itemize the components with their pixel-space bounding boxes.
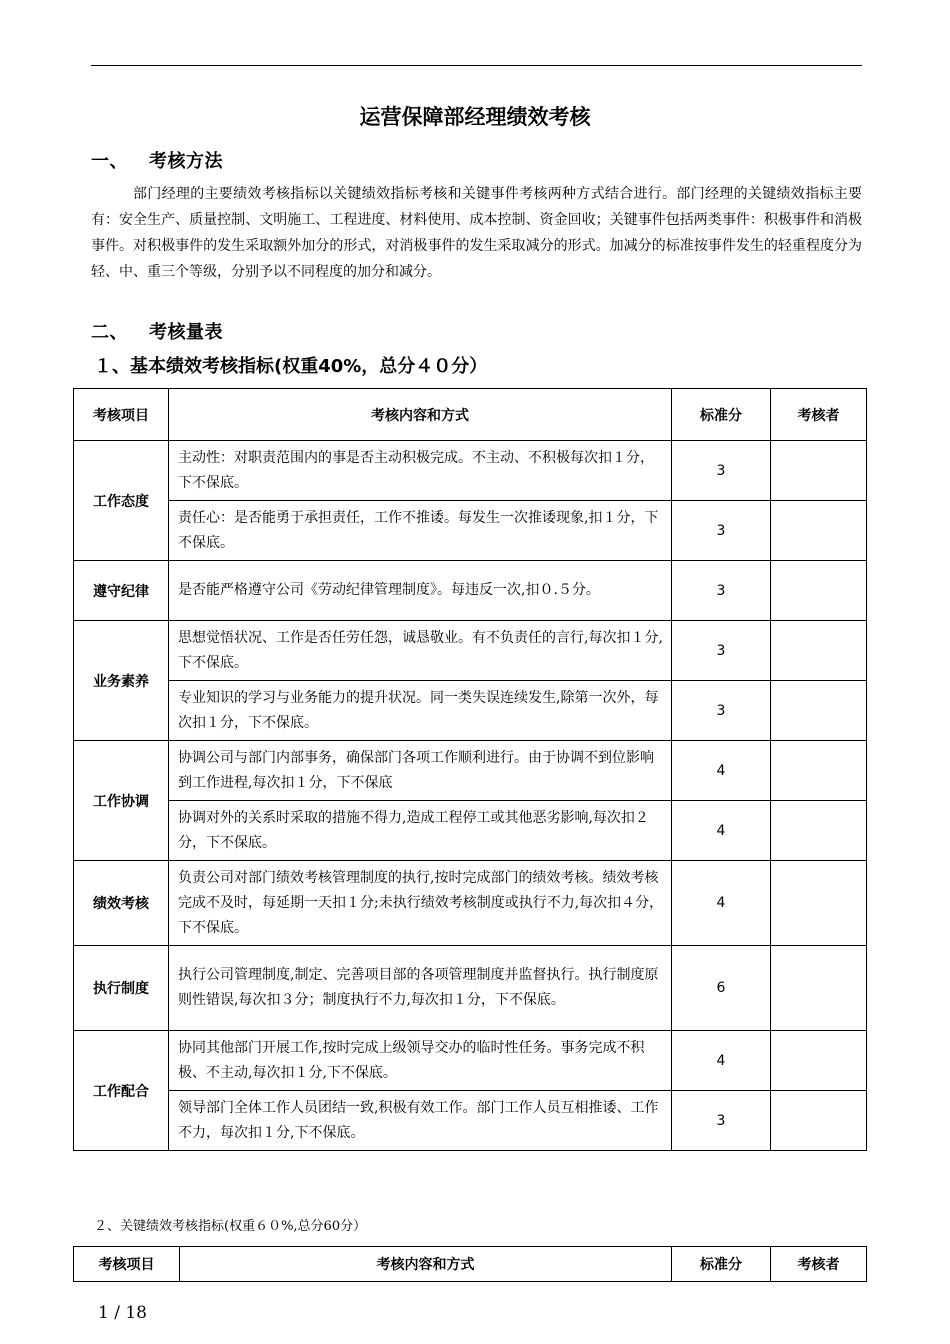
criteria-cell: 专业知识的学习与业务能力的提升状况。同一类失误连续发生,除第一次外，每次扣１分，下不保底。	[169, 681, 672, 741]
standard-score-cell: 3	[672, 561, 771, 621]
assessor-cell[interactable]	[771, 861, 867, 946]
standard-score-cell: 3	[672, 441, 771, 501]
criteria-cell: 负责公司对部门绩效考核管理制度的执行,按时完成部门的绩效考核。绩效考核完成不及时，每延期一天扣１分;未执行绩效考核制度或执行不力,每次扣４分，下不保底。	[169, 861, 672, 946]
assessor-cell[interactable]	[771, 946, 867, 1031]
standard-score-cell: 4	[672, 741, 771, 801]
document-title: 运营保障部经理绩效考核	[359, 105, 591, 129]
assessor-cell[interactable]	[771, 681, 867, 741]
table-row	[74, 1031, 867, 1091]
section-heading-scale	[91, 318, 223, 344]
column-header-score: 标准分	[672, 1247, 771, 1282]
section-label: 考核量表	[149, 322, 223, 343]
table-row	[74, 441, 867, 501]
standard-score-cell: 3	[672, 621, 771, 681]
standard-score-cell: 3	[672, 501, 771, 561]
standard-score-cell: 4	[672, 861, 771, 946]
criteria-cell: 领导部门全体工作人员团结一致,积极有效工作。部门工作人员互相推诿、工作不力，每次扣１分,下不保底。	[169, 1091, 672, 1151]
criteria-cell: 协调对外的关系时采取的措施不得力,造成工程停工或其他恶劣影响,每次扣２分，下不保底。	[169, 801, 672, 861]
section-heading-method	[91, 147, 223, 173]
standard-score-cell: 3	[672, 681, 771, 741]
category-cell: 绩效考核	[74, 861, 169, 946]
column-header-item: 考核项目	[74, 1247, 180, 1282]
standard-score-cell: 4	[672, 1031, 771, 1091]
criteria-cell: 思想觉悟状况、工作是否任劳任怨，诚恳敬业。有不负责任的言行,每次扣１分,下不保底。	[169, 621, 672, 681]
table-header-row	[74, 1247, 867, 1282]
category-cell: 执行制度	[74, 946, 169, 1031]
header-rule	[91, 65, 862, 66]
category-cell: 工作协调	[74, 741, 169, 861]
assessor-cell[interactable]	[771, 741, 867, 801]
criteria-cell: 是否能严格遵守公司《劳动纪律管理制度》。每违反一次,扣０.５分。	[169, 561, 672, 621]
section-number: 一、	[91, 151, 128, 172]
standard-score-cell: 4	[672, 801, 771, 861]
column-header-content: 考核内容和方式	[180, 1247, 672, 1282]
category-cell: 业务素养	[74, 621, 169, 741]
table-row	[74, 861, 867, 946]
table-row	[74, 501, 867, 561]
table-row	[74, 741, 867, 801]
category-cell: 工作态度	[74, 441, 169, 561]
table-row	[74, 946, 867, 1031]
table-row	[74, 801, 867, 861]
assessor-cell[interactable]	[771, 561, 867, 621]
page-number: 1 / 18	[98, 1303, 147, 1323]
key-kpi-table	[73, 1246, 867, 1282]
column-header-item: 考核项目	[74, 389, 169, 441]
subsection-heading-key: ２、关键绩效考核指标(权重６０%,总分60分）	[94, 1219, 367, 1234]
standard-score-cell: 3	[672, 1091, 771, 1151]
category-cell: 遵守纪律	[74, 561, 169, 621]
section-number: 二、	[91, 322, 128, 343]
assessor-cell[interactable]	[771, 501, 867, 561]
category-cell: 工作配合	[74, 1031, 169, 1151]
column-header-assessor: 考核者	[771, 389, 867, 441]
assessor-cell[interactable]	[771, 801, 867, 861]
table-header-row	[74, 389, 867, 441]
basic-kpi-table	[73, 388, 867, 1151]
assessor-cell[interactable]	[771, 1091, 867, 1151]
subsection-heading-basic: １、基本绩效考核指标(权重40%，总分４０分）	[94, 356, 488, 377]
criteria-cell: 协调公司与部门内部事务，确保部门各项工作顺利进行。由于协调不到位影响到工作进程,每次扣１分，下不保底	[169, 741, 672, 801]
table-row	[74, 681, 867, 741]
column-header-score: 标准分	[672, 389, 771, 441]
criteria-cell: 执行公司管理制度,制定、完善项目部的各项管理制度并监督执行。执行制度原则性错误,每次扣３分；制度执行不力,每次扣１分，下不保底。	[169, 946, 672, 1031]
table-row	[74, 1091, 867, 1151]
column-header-content: 考核内容和方式	[169, 389, 672, 441]
standard-score-cell: 6	[672, 946, 771, 1031]
assessor-cell[interactable]	[771, 621, 867, 681]
assessor-cell[interactable]	[771, 441, 867, 501]
criteria-cell: 责任心：是否能勇于承担责任，工作不推诿。每发生一次推诿现象,扣１分，下不保底。	[169, 501, 672, 561]
table-row	[74, 561, 867, 621]
assessor-cell[interactable]	[771, 1031, 867, 1091]
intro-paragraph: 部门经理的主要绩效考核指标以关键绩效指标考核和关键事件考核两种方式结合进行。部门经理的关键绩效指标主要有：安全生产、质量控制、文明施工、工程进度、材料使用、成本控制、资金回收；关键事件包括两类事件：积极事件和消极事件。对积极事件的发生采取额外加分的形式，对消极事件的发生采取减分的形式。加减分的标准按事件发生的轻重程度分为轻、中、重三个等级，分别予以不同程度的加分和减分。	[91, 186, 862, 280]
column-header-assessor: 考核者	[771, 1247, 867, 1282]
criteria-cell: 主动性：对职责范围内的事是否主动积极完成。不主动、不积极每次扣１分，下不保底。	[169, 441, 672, 501]
section-label: 考核方法	[149, 151, 223, 172]
table-row	[74, 621, 867, 681]
criteria-cell: 协同其他部门开展工作,按时完成上级领导交办的临时性任务。事务完成不积极、不主动,每次扣１分,下不保底。	[169, 1031, 672, 1091]
